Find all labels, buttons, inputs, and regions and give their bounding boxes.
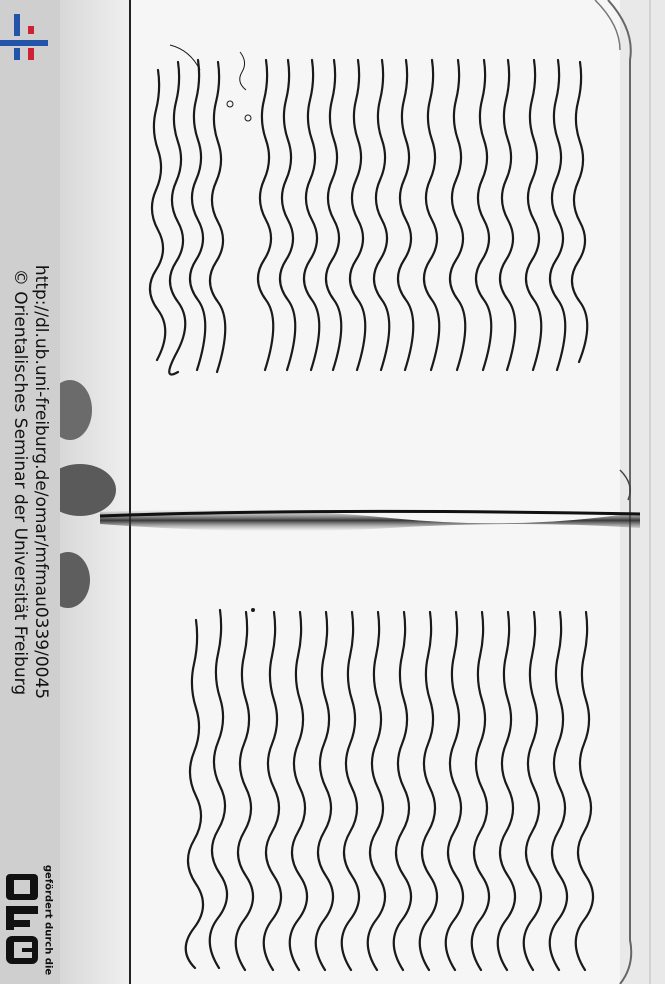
dfg-logo-icon [4,870,40,970]
manuscript-image [60,0,665,984]
credit-text [9,265,51,699]
copyright-notice: © Orientalisches Seminar der Universität Freiburg [10,268,30,696]
dfg-caption: gefördert durch die [42,864,54,976]
credit-sidebar [0,0,60,984]
manuscript-scan [60,0,665,984]
source-url[interactable]: http://dl.ub.uni-freiburg.de/omar/mfmau0339/0045 [31,264,51,700]
university-flag-icon [0,12,50,62]
